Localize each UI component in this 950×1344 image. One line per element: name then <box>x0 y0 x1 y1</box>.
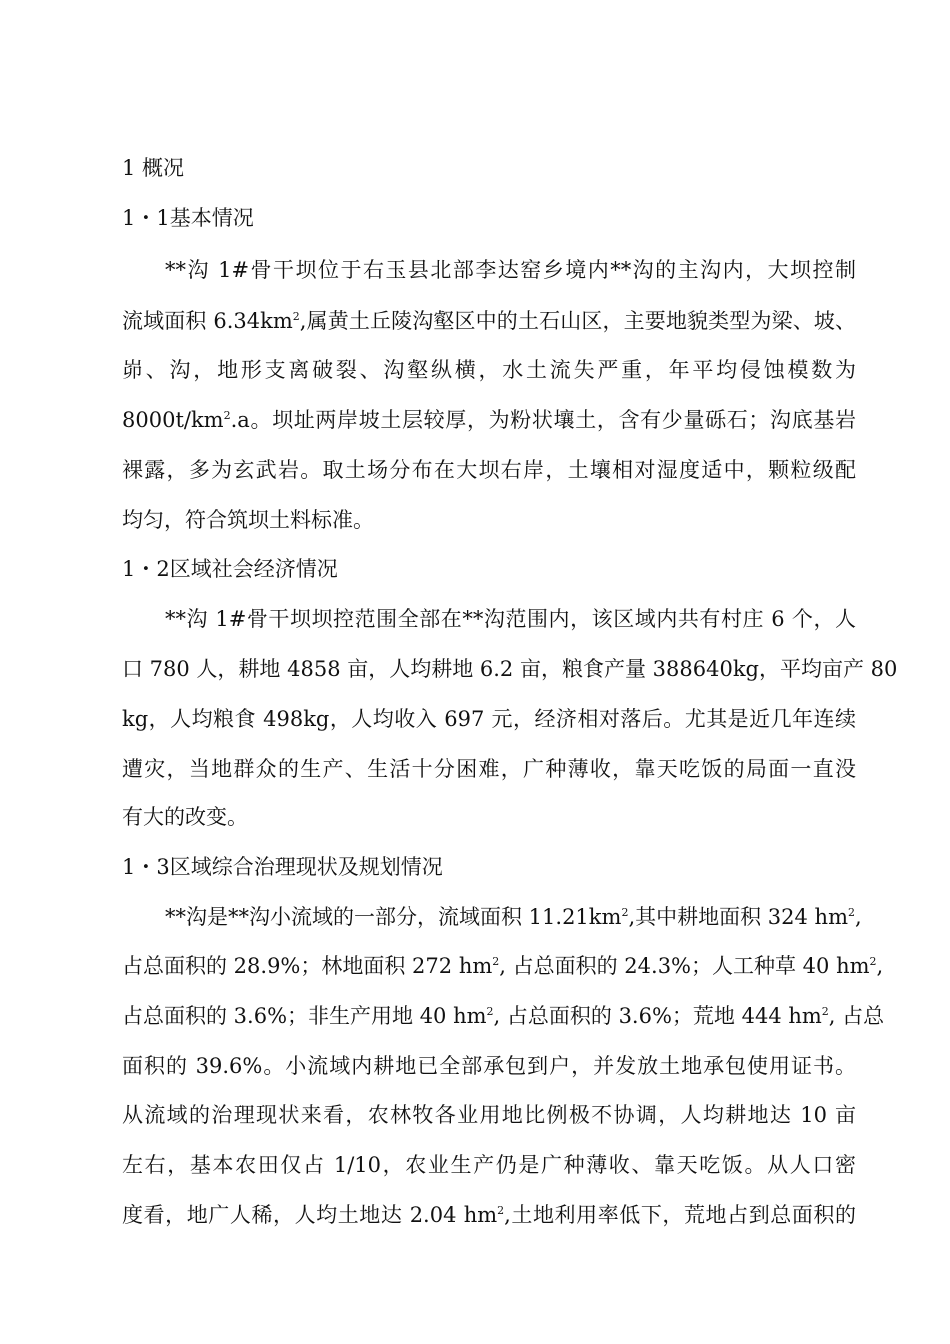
paragraph-line: 裸露，多为玄武岩。取土场分布在大坝右岸，土壤相对湿度适中，颗粒级配 <box>122 458 856 482</box>
chapter-heading: 1 概况 <box>122 156 185 180</box>
paragraph-line: **沟 1#骨干坝坝控范围全部在**沟范围内，该区域内共有村庄 6 个，人 <box>165 607 856 631</box>
paragraph-line: 遭灾，当地群众的生产、生活十分困难，广种薄收，靠天吃饭的局面一直没 <box>122 757 856 781</box>
paragraph-line: 有大的改变。 <box>122 805 248 829</box>
paragraph-line: 度看，地广人稀，人均土地达 2.04 $hm^2$,土地利用率低下，荒地占到总面积的 <box>122 1203 856 1227</box>
paragraph-line: 均匀，符合筑坝土料标准。 <box>122 508 374 532</box>
paragraph-line: 从流域的治理现状来看，农林牧各业用地比例极不协调，人均耕地达 10 亩 <box>122 1103 856 1127</box>
paragraph-line: 流域面积 $6.34km^2$,属黄土丘陵沟壑区中的土石山区，主要地貌类型为梁、坡、 <box>122 309 856 333</box>
section-heading-1-1: 1・1基本情况 <box>122 206 254 230</box>
paragraph-line: 面积的 39.6%。小流域内耕地已全部承包到户，并发放土地承包使用证书。 <box>122 1054 856 1078</box>
paragraph-line: **沟是**沟小流域的一部分，流域面积 $11.21km^2$,其中耕地面积 324 $hm^2$, <box>165 905 862 929</box>
paragraph-line: **沟 1#骨干坝位于右玉县北部李达窑乡境内**沟的主沟内，大坝控制 <box>165 258 856 282</box>
paragraph-line: 左右，基本农田仅占 1/10，农业生产仍是广种薄收、靠天吃饭。从人口密 <box>122 1153 856 1177</box>
paragraph-line: $8000t/km^2.a$。坝址两岸坡土层较厚，为粉状壤土，含有少量砾石；沟底基岩 <box>122 408 856 432</box>
paragraph-line: 口 780 人，耕地 4858 亩，人均耕地 6.2 亩，粮食产量 388640kg，平均亩产 80 <box>122 657 898 681</box>
paragraph-line: 占总面积的 3.6%；非生产用地 40 $hm^2$, 占总面积的 3.6%；荒地 444 $hm^2$, 占总 <box>122 1004 885 1028</box>
paragraph-line: 峁、沟，地形支离破裂、沟壑纵横，水土流失严重，年平均侵蚀模数为 <box>122 358 856 382</box>
section-heading-1-3: 1・3区域综合治理现状及规划情况 <box>122 855 443 879</box>
section-heading-1-2: 1・2区域社会经济情况 <box>122 557 338 581</box>
paragraph-line: kg，人均粮食 498kg，人均收入 697 元，经济相对落后。尤其是近几年连续 <box>122 707 856 731</box>
paragraph-line: 占总面积的 28.9%；林地面积 272 $hm^2$, 占总面积的 24.3%；人工种草 40 $hm^2$, <box>122 954 884 978</box>
